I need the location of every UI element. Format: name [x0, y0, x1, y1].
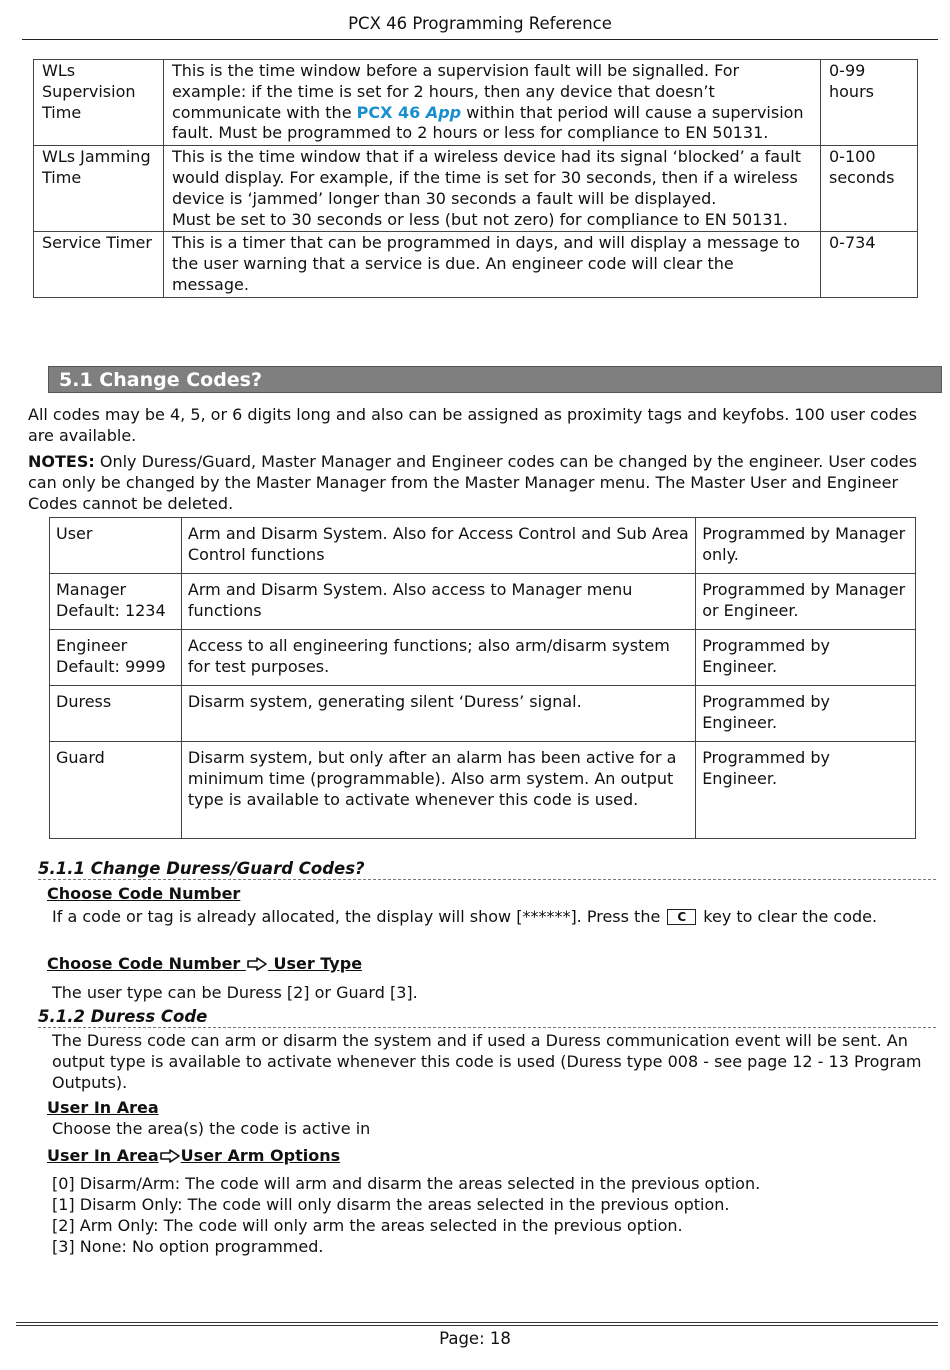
- timer-description: This is the time window that if a wireless device had its signal ‘blocked’ a fault would display. For example, if the time is set for 30 seconds, then if a wireless device is ‘jammed’ longer than 30 seconds a fault will be displayed. Must be set to 30 seconds or less (but not zero) for compliance to EN 50131.: [163, 146, 820, 232]
- timer-table: [33, 59, 918, 298]
- subsection-heading: 5.1.1 Change Duress/Guard Codes?: [38, 859, 936, 880]
- app-name: PCX 46 App: [356, 102, 462, 122]
- arrow-right-icon: [246, 957, 268, 971]
- timer-range: 0-734: [821, 232, 918, 297]
- timer-description: This is the time window before a supervision fault will be signalled. For example: if the time is set for 2 hours, then any device that doesn’t communicate with the PCX 46 App within that period will cause a supervision fault. Must be programmed to 2 hours or less for compliance to EN 50131.: [163, 60, 820, 146]
- table-row: [34, 232, 918, 297]
- code-description: Disarm system, but only after an alarm has been active for a minimum time (programmable). Also arm system. An output type is available to activate whenever this code is used.: [181, 742, 695, 839]
- option-text: Choose the area(s) the code is active in: [52, 1119, 371, 1138]
- table-row: [50, 518, 916, 574]
- code-description: Arm and Disarm System. Also access to Manager menu functions: [181, 574, 695, 630]
- notes-label: NOTES:: [28, 452, 95, 471]
- option-text: If a code or tag is already allocated, the display will show [******]. Press the C key to clear the code.: [52, 907, 878, 926]
- timer-description: This is a timer that can be programmed in days, and will display a message to the user warning that a service is due. An engineer code will clear the message.: [163, 232, 820, 297]
- code-type: User: [50, 518, 182, 574]
- timer-name: WLs Supervision Time: [34, 60, 164, 146]
- code-programming: Programmed by Engineer.: [696, 630, 916, 686]
- section-notes: NOTES: Only Duress/Guard, Master Manager and Engineer codes can be changed by the engineer. User codes can only be changed by the Master Manager from the Master Manager menu. The Master User and Engineer Codes cannot be deleted.: [28, 452, 917, 513]
- timer-range: 0-100 seconds: [821, 146, 918, 232]
- footer-divider: [16, 1322, 938, 1323]
- code-description: Access to all engineering functions; also arm/disarm system for test purposes.: [181, 630, 695, 686]
- code-programming: Programmed by Engineer.: [696, 742, 916, 839]
- code-type: Duress: [50, 686, 182, 742]
- list-item: [0] Disarm/Arm: The code will arm and disarm the areas selected in the previous option.: [52, 1174, 761, 1193]
- table-row: [50, 630, 916, 686]
- subsection-text: The Duress code can arm or disarm the system and if used a Duress communication event will be sent. An output type is available to activate whenever this code is used (Duress type 008 - see page 12 - 13 Program Outputs).: [52, 1031, 922, 1092]
- subsection-heading: 5.1.2 Duress Code: [38, 1007, 936, 1028]
- code-programming: Programmed by Manager or Engineer.: [696, 574, 916, 630]
- list-item: [1] Disarm Only: The code will only disarm the areas selected in the previous option.: [52, 1195, 730, 1214]
- table-row: [50, 574, 916, 630]
- section-heading: 5.1 Change Codes?: [48, 366, 942, 393]
- list-item: [2] Arm Only: The code will only arm the areas selected in the previous option.: [52, 1216, 683, 1235]
- option-heading: User In Area: [47, 1098, 159, 1117]
- table-row: [34, 60, 918, 146]
- list-item: [3] None: No option programmed.: [52, 1237, 324, 1256]
- code-type: Guard: [50, 742, 182, 839]
- table-row: [50, 742, 916, 839]
- timer-name: WLs Jamming Time: [34, 146, 164, 232]
- code-type: Manager Default: 1234: [50, 574, 182, 630]
- page-number: Page: 18: [439, 1329, 511, 1348]
- code-programming: Programmed by Engineer.: [696, 686, 916, 742]
- table-row: [50, 686, 916, 742]
- option-heading: User In Area User Arm Options: [47, 1146, 341, 1165]
- code-description: Arm and Disarm System. Also for Access Control and Sub Area Control functions: [181, 518, 695, 574]
- c-key-icon: C: [667, 909, 696, 925]
- option-heading: Choose Code Number User Type: [47, 954, 363, 973]
- code-programming: Programmed by Manager only.: [696, 518, 916, 574]
- arrow-right-icon: [159, 1149, 181, 1163]
- section-intro: All codes may be 4, 5, or 6 digits long and also can be assigned as proximity tags and keyfobs. 100 user codes are available.: [28, 405, 917, 445]
- code-type: Engineer Default: 9999: [50, 630, 182, 686]
- footer-divider: [16, 1325, 938, 1326]
- option-text: The user type can be Duress [2] or Guard [3].: [52, 983, 418, 1002]
- arm-options-list: [52, 1173, 932, 1257]
- option-heading: Choose Code Number: [47, 884, 241, 903]
- page-header: PCX 46 Programming Reference: [22, 14, 938, 40]
- timer-range: 0-99 hours: [821, 60, 918, 146]
- codes-table: [49, 517, 916, 839]
- timer-name: Service Timer: [34, 232, 164, 297]
- table-row: [34, 146, 918, 232]
- code-description: Disarm system, generating silent ‘Duress’ signal.: [181, 686, 695, 742]
